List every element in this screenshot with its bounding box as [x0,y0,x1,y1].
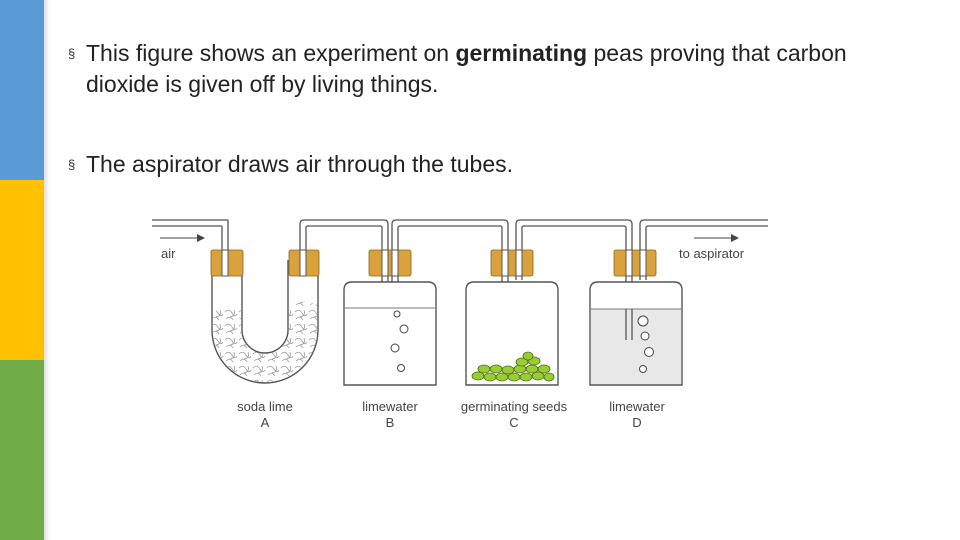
bullet-text-bold: germinating [455,40,588,66]
vessel-a-name: soda lime [237,399,293,414]
aspirator-label: to aspirator [679,246,745,261]
bullet-text-end: peas proving that carbon dioxide is given off by living things. [86,40,847,97]
bullet-marker: § [68,157,76,172]
bullet-text-start: This figure shows an experiment on [86,40,456,66]
vessel-a-letter: A [260,415,270,430]
bullet-text: The aspirator draws air through the tubes. [86,151,514,177]
flask-b-limewater [344,282,436,385]
flask-c-germinating-seeds [466,282,558,385]
vessel-d-letter: D [632,415,642,430]
bullet-marker: § [68,46,76,61]
vessel-d-name: limewater [609,399,665,414]
flask-d-limewater [590,282,682,385]
vessel-b-name: limewater [362,399,418,414]
rubber-stoppers [211,250,656,276]
vessel-c-name: germinating seeds [460,399,568,414]
air-label: air [161,246,176,261]
vessel-c-letter: C [509,415,519,430]
u-tube-soda-lime [212,260,318,383]
vessel-b-letter: B [385,415,395,430]
